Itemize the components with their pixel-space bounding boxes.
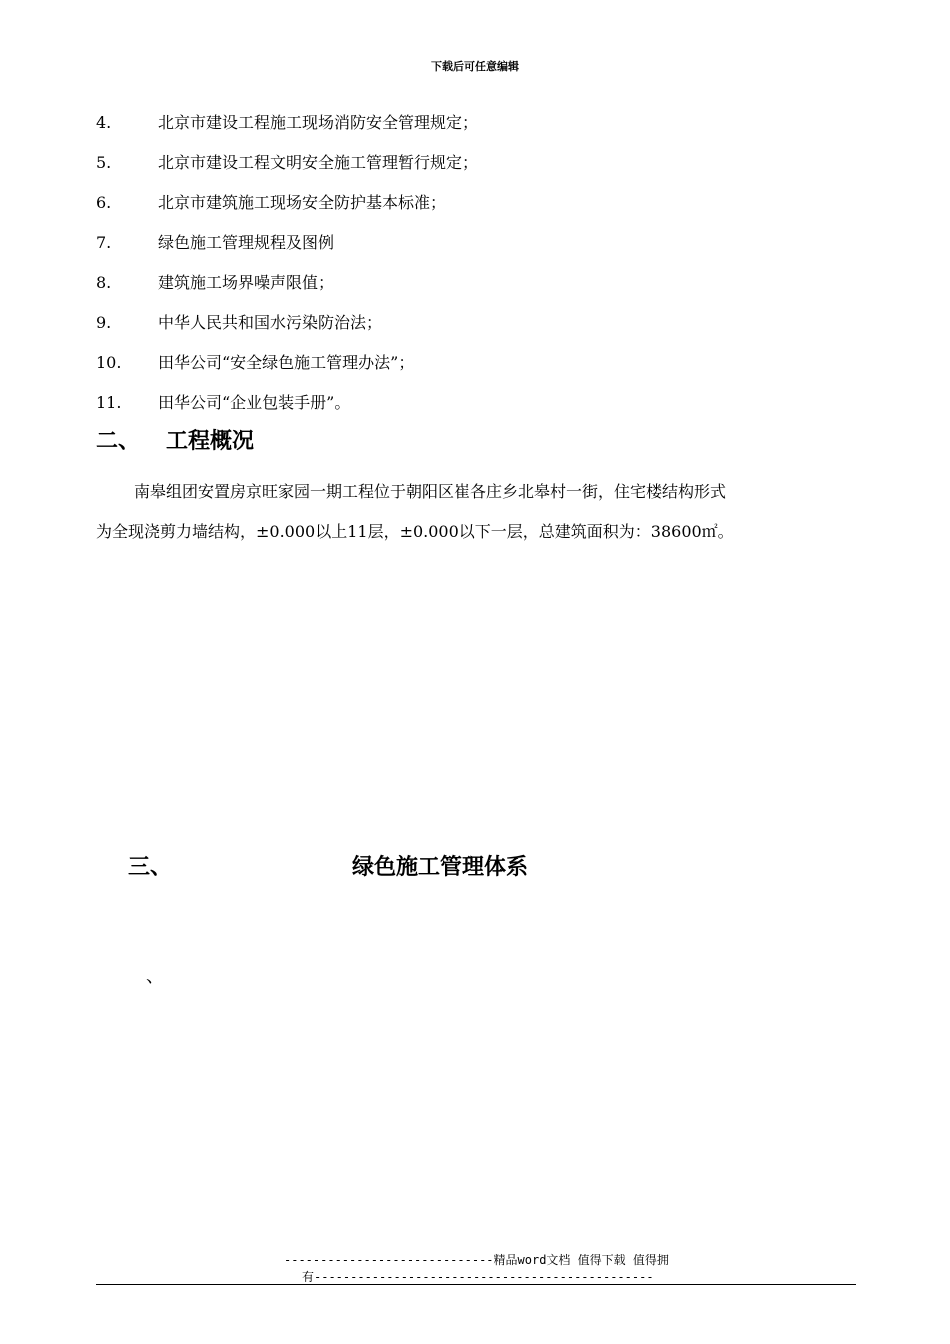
list-item [96,350,856,390]
footer-note [284,1252,669,1286]
list-item-number: 8. [96,273,112,292]
reference-list [96,110,856,430]
footer-divider [96,1284,856,1285]
list-item-number: 6. [96,193,112,212]
section-title: 绿色施工管理体系 [352,855,529,880]
list-item [96,190,856,230]
paragraph-line: 南皋组团安置房京旺家园一期工程位于朝阳区崔各庄乡北皋村一街，住宅楼结构形式 [134,482,727,501]
list-item-number: 4. [96,113,112,132]
list-item-text: 北京市建设工程施工现场消防安全管理规定； [158,113,479,132]
section-number: 三、 [128,855,173,880]
list-item-text: 中华人民共和国水污染防治法； [158,313,383,332]
list-item [96,150,856,190]
section-title: 工程概况 [166,429,255,454]
paragraph-line: 为全现浇剪力墙结构，±0.000以上11层，±0.000以下一层，总建筑面积为：38600㎡。 [96,522,734,541]
section-heading-overview [96,424,254,455]
list-item-number: 5. [96,153,112,172]
stray-punctuation: 、 [146,966,164,987]
list-item-number: 11. [96,393,122,412]
footer-line: -----------------------------精品word文档 值得下载 值得拥 [284,1253,669,1267]
list-item [96,270,856,310]
list-item-text: 田华公司“安全绿色施工管理办法”； [158,353,415,372]
list-item-text: 北京市建设工程文明安全施工管理暂行规定； [158,153,479,172]
list-item-number: 7. [96,233,112,252]
list-item-number: 10. [96,353,122,372]
list-item-text: 北京市建筑施工现场安全防护基本标准； [158,193,447,212]
section-number: 二、 [96,429,141,454]
list-item-text: 田华公司“企业包装手册”。 [158,393,351,412]
list-item [96,110,856,150]
list-item-number: 9. [96,313,112,332]
list-item-text: 绿色施工管理规程及图例 [158,233,335,252]
footer-line: 有----------------------------------------------- [302,1270,654,1284]
overview-paragraph [96,472,866,552]
list-item [96,230,856,270]
header-note: 下载后可任意编辑 [431,60,519,73]
list-item [96,310,856,350]
list-item-text: 建筑施工场界噪声限值； [158,273,335,292]
